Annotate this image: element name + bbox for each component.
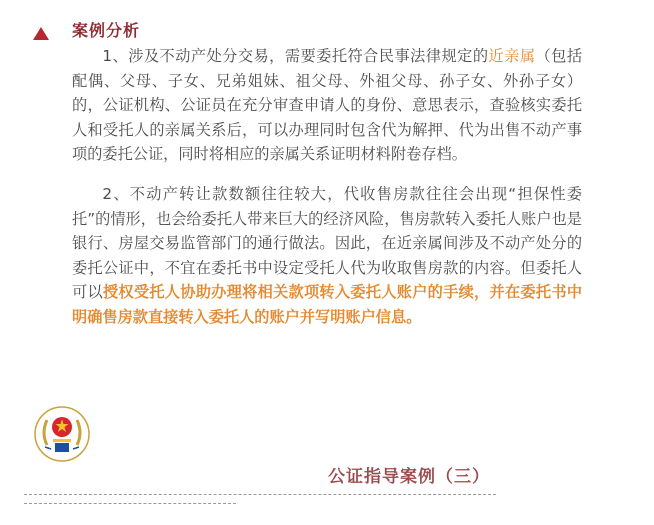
divider: [24, 503, 236, 504]
paragraph-2-highlight: 授权受托人协助办理将相关款项转入委托人账户的手续，并在委托书中明确售房款直接转入委托人的账户并写明账户信息。: [72, 283, 583, 326]
divider: [24, 494, 496, 495]
footer-title: 公证指导案例（三）: [328, 467, 490, 487]
paragraph-1-text-cont: （包括配偶、父母、子女、兄弟姐妹、祖父母、外祖父母、孙子女、外孙子女）的，公证机构、公证员在充分审查申请人的身份、意思表示，查验核实委托人和受托人的亲属关系后，可以办理同时包含代为解押、代为出售不动产事项的委托公证，同时将相应的亲属关系证明材料附卷存档。: [72, 47, 583, 164]
paragraph-1-highlight: 近亲属: [488, 47, 536, 65]
notary-emblem-icon: [33, 405, 91, 463]
paragraph-2-text: 2、不动产转让款数额往往较大，代收售房款往往会出现“担保性委托”的情形，也会给委托人带来巨大的经济风险，售房款转入委托人账户也是银行、房屋交易监管部门的通行做法。因此，在近亲属间涉及不动产处分的委托公证中，不宜在委托书中设定受托人代为收取售房款的内容。但委托人可以: [72, 185, 582, 302]
paragraph-2: [72, 182, 582, 330]
triangle-icon: [33, 27, 49, 40]
section-heading: 案例分析: [72, 21, 141, 40]
paragraph-1-text: 1、涉及不动产处分交易，需要委托符合民事法律规定的: [102, 47, 489, 65]
paragraph-1: [72, 44, 582, 167]
